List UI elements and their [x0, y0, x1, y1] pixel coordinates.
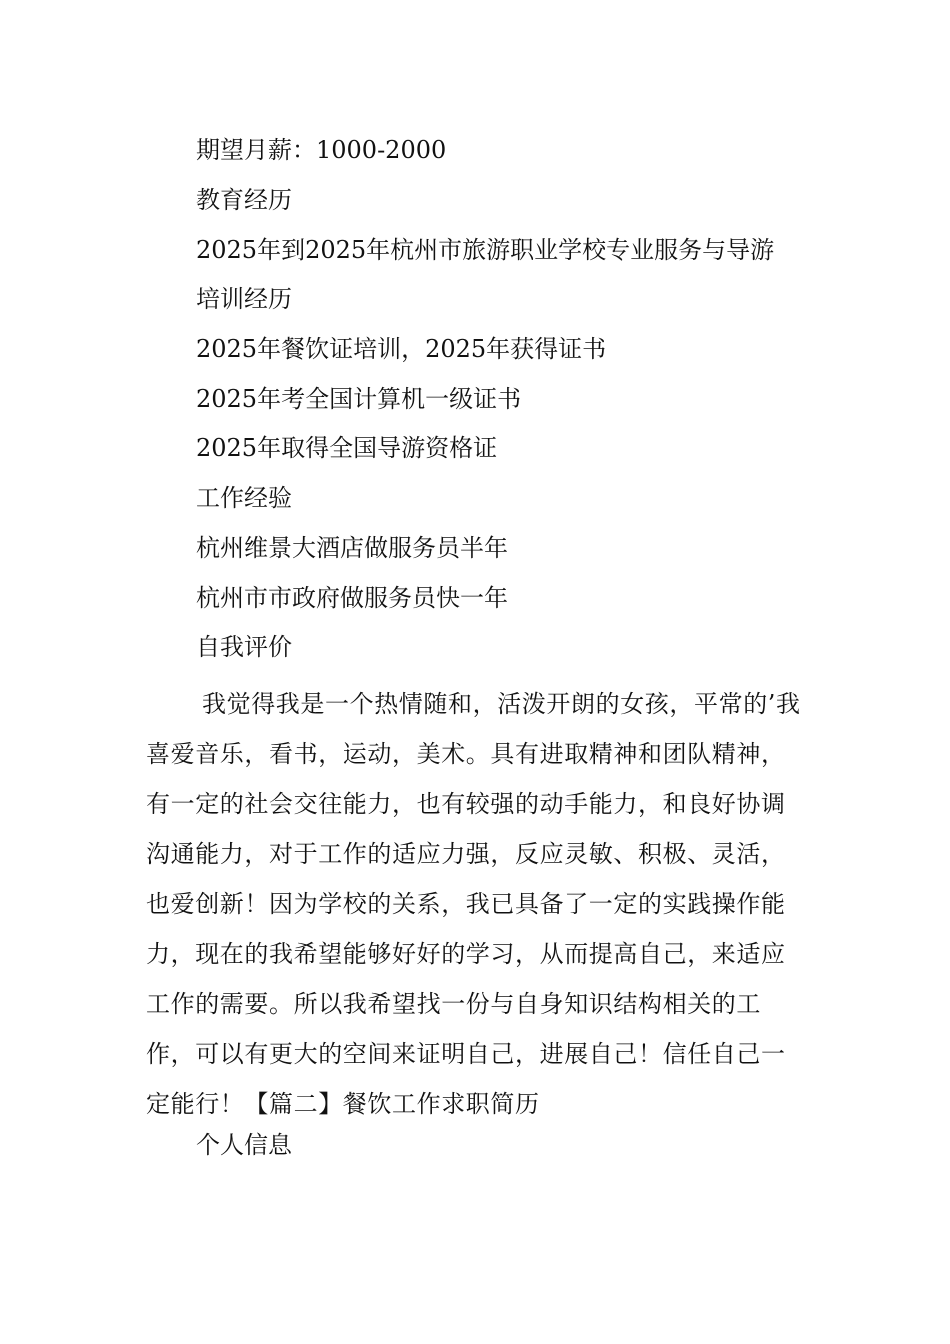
- education-heading: 教育经历: [196, 186, 292, 214]
- expected-salary-line: 期望月薪：1000-2000: [196, 136, 447, 164]
- self-evaluation-text: 我觉得我是一个热情随和，活泼开朗的女孩，平常的’我喜爱音乐，看书，运动，美术。具有进取精神和团队精神，有一定的社会交往能力，也有较强的动手能力，和良好协调沟通能力，对于工作的适应力强，反应灵敏、积极、灵活，也爱创新！因为学校的关系，我已具备了一定的实践操作能力，现在的我希望能够好好的学习，从而提高自己，来适应工作的需要。所以我希望找一份与自身知识结构相关的工作，可以有更大的空间来证明自己，进展自己！信任自己一定能行！【篇二】餐饮工作求职简历: [146, 690, 801, 1118]
- work-entry-government: 杭州市市政府做服务员快一年: [196, 584, 508, 612]
- training-entry-guide: 2025年取得全国导游资格证: [196, 434, 498, 462]
- work-experience-heading: 工作经验: [196, 484, 292, 512]
- personal-info-heading: 个人信息: [196, 1131, 292, 1159]
- training-entry-catering: 2025年餐饮证培训，2025年获得证书: [196, 335, 607, 363]
- work-entry-hotel: 杭州维景大酒店做服务员半年: [196, 534, 508, 562]
- self-evaluation-heading: 自我评价: [196, 633, 292, 661]
- self-evaluation-paragraph: [146, 679, 808, 1129]
- training-entry-computer: 2025年考全国计算机一级证书: [196, 385, 522, 413]
- training-heading: 培训经历: [196, 285, 292, 313]
- education-entry: 2025年到2025年杭州市旅游职业学校专业服务与导游: [196, 236, 775, 264]
